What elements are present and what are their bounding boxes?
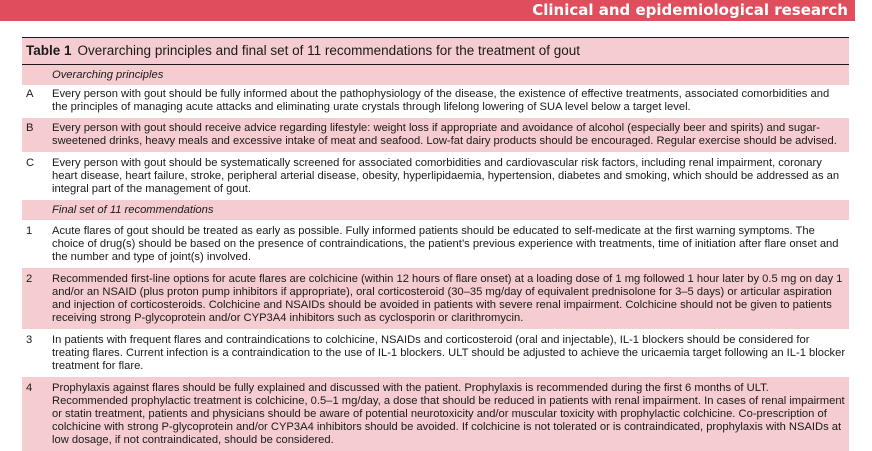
section-banner: Clinical and epidemiological research — [0, 0, 855, 21]
row-text: Every person with gout should be fully informed about the pathophysiology of the disease, the existence of effective treatments, associated comorbidities and the principles of managing acute attacks and eliminating urate crystals through lifelong lowering of SUA level below a target level. — [52, 88, 830, 113]
table-row-principle-a — [22, 87, 849, 118]
section-header-recommendations — [22, 200, 849, 220]
section-title: Overarching principles — [52, 69, 164, 81]
table-row-recommendation-1 — [22, 220, 849, 268]
row-key: B — [26, 122, 34, 134]
row-text: Every person with gout should receive advice regarding lifestyle: weight loss if appropriate and avoidance of alcohol (especially beer and spirits) and sugar-sweetened drinks, heavy meals and excessive intake of meat and seafood. Low-fat dairy products should be encouraged. Regular exercise should be advised. — [52, 122, 837, 147]
row-key: C — [26, 157, 35, 169]
row-text: Every person with gout should be systematically screened for associated comorbidities and cardiovascular risk factors, including renal impairment, coronary heart disease, heart failure, stroke, peripheral arterial disease, obesity, hyperlipidaemia, hypertension, diabetes and smoking, which should be addressed as an integral part of the management of gout. — [52, 157, 840, 195]
table-row-recommendation-3 — [22, 329, 849, 377]
row-text: Acute flares of gout should be treated as early as possible. Fully informed patients should be educated to self-medicate at the first warning symptoms. The choice of drug(s) should be based on the presence of contraindications, the patient’s previous experience with treatments, time of initiation after flare onset and the number and type of joint(s) involved. — [52, 225, 839, 263]
section-title: Final set of 11 recommendations — [52, 204, 214, 216]
row-key: 4 — [26, 382, 33, 394]
recommendations-table — [22, 37, 849, 451]
row-key: 1 — [26, 225, 33, 237]
section-header-principles — [22, 65, 849, 85]
table-label: Table 1 — [26, 43, 72, 58]
table-row-principle-b — [22, 118, 849, 152]
row-text: Recommended first-line options for acute flares are colchicine (within 12 hours of flare onset) at a loading dose of 1 mg followed 1 hour later by 0.5 mg on day 1 and/or an NSAID (plus proton pump inhibitors if appropriate), oral corticosteroid (30–35 mg/day of equivalent prednisolone for 3–5 days) or articular aspiration and injection of corticosteroids. Colchicine and NSAIDs should be avoided in patients with severe renal impairment. Colchicine should not be given to patients receiving strong P-glycoprotein and/or CYP3A4 inhibitors such as cyclosporin or clarithromycin. — [52, 273, 843, 324]
row-text: Prophylaxis against flares should be fully explained and discussed with the patient. Prophylaxis is recommended during the first 6 months of ULT. Recommended prophylactic treatment is colchicine, 0.5–1 mg/day, a dose that should be reduced in patients with renal impairment. In cases of renal impairment or statin treatment, patients and physicians should be aware of potential neurotoxicity and/or muscular toxicity with prophylactic colchicine. Co-prescription of colchicine with strong P-glycoprotein and/or CYP3A4 inhibitors should be avoided. If colchicine is not tolerated or is contraindicated, prophylaxis with NSAIDs at low dosage, if not contraindicated, should be considered. — [52, 382, 845, 446]
table-title — [22, 37, 849, 65]
table-row-recommendation-4 — [22, 377, 849, 451]
row-key: 2 — [26, 273, 33, 285]
table-row-recommendation-2 — [22, 268, 849, 329]
row-key: 3 — [26, 334, 33, 346]
row-text: In patients with frequent flares and contraindications to colchicine, NSAIDs and corticosteroid (oral and injectable), IL-1 blockers should be considered for treating flares. Current infection is a contraindication to the use of IL-1 blockers. ULT should be adjusted to achieve the uricaemia target following an IL-1 blocker treatment for flare. — [52, 334, 846, 372]
row-key: A — [26, 88, 34, 100]
table-caption: Overarching principles and final set of 11 recommendations for the treatment of gout — [77, 43, 581, 58]
table-row-principle-c — [22, 152, 849, 200]
